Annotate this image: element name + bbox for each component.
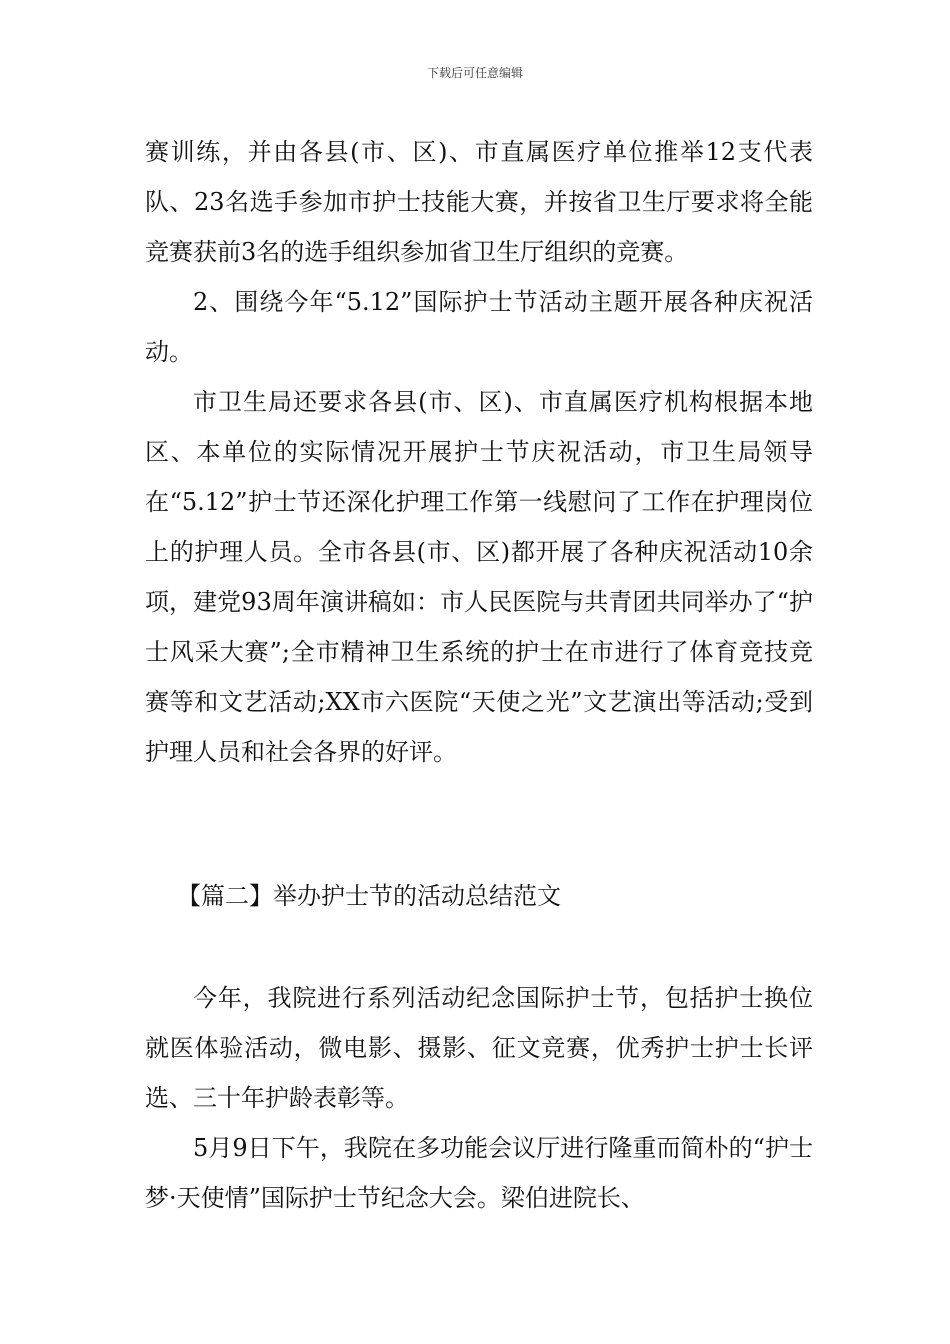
paragraph-5: 5月9日下午，我院在多功能会议厅进行隆重而简朴的“护士梦·天使情”国际护士节纪念大会。梁伯进院长、 [145,1134,813,1212]
paragraph-2: 2、围绕今年“5.12”国际护士节活动主题开展各种庆祝活动。 [145,288,813,366]
document-body [145,127,813,1212]
paragraph-1: 赛训练，并由各县(市、区)、市直属医疗单位推举12支代表队、23名选手参加市护士技能大赛，并按省卫生厅要求将全能竞赛获前3名的选手组织参加省卫生厅组织的竞赛。 [145,138,813,266]
section-two-body [145,973,813,1223]
paragraph-3: 市卫生局还要求各县(市、区)、市直属医疗机构根据本地区、本单位的实际情况开展护士节庆祝活动，市卫生局领导在“5.12”护士节还深化护理工作第一线慰问了工作在护理岗位上的护理人员。全市各县(市、区)都开展了各种庆祝活动10余项，建党93周年演讲稿如：市人民医院与共青团共同举办了“护士风采大赛”;全市精神卫生系统的护士在市进行了体育竞技竞赛等和文艺活动;XX市六医院“天使之光”文艺演出等活动;受到护理人员和社会各界的好评。 [145,388,813,766]
paragraph-4: 今年，我院进行系列活动纪念国际护士节，包括护士换位就医体验活动，微电影、摄影、征文竞赛，优秀护士护士长评选、三十年护龄表彰等。 [145,984,813,1112]
section-heading: 【篇二】举办护士节的活动总结范文 [177,882,561,910]
page-header: 下载后可任意编辑 [426,66,523,80]
